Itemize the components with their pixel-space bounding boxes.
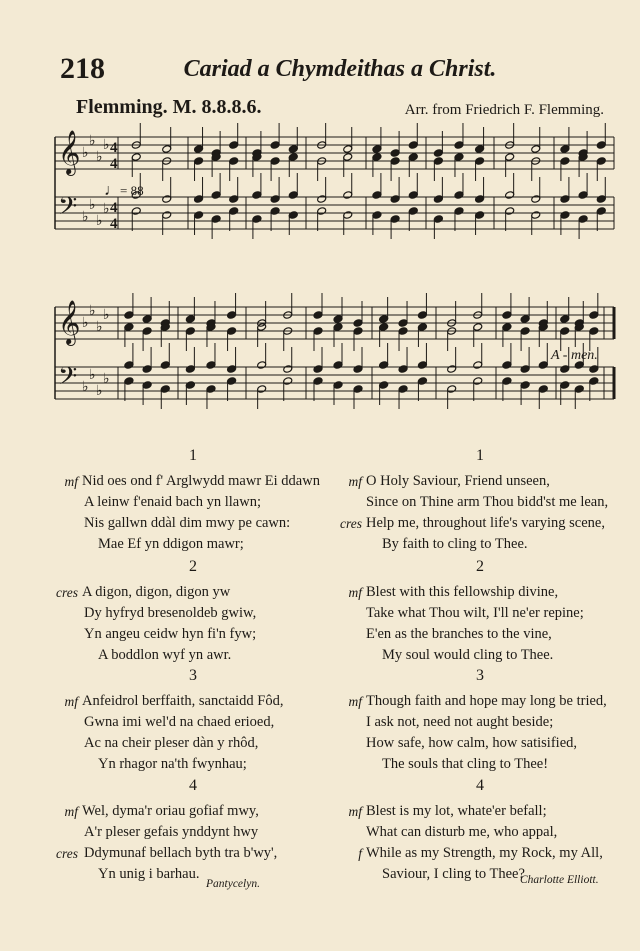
notehead [454, 191, 464, 200]
notehead [124, 311, 134, 320]
notehead [390, 215, 400, 224]
lyric-line: How safe, how calm, how satisified, [366, 735, 578, 751]
notehead [390, 157, 400, 166]
notehead [560, 365, 570, 374]
lyric-line: Though faith and hope may long be tried, [366, 693, 607, 709]
quarter-note-icon: ♩ [104, 182, 120, 199]
notehead [372, 191, 382, 200]
amen-text: A - men. [551, 348, 598, 363]
notehead [475, 145, 485, 154]
notehead [372, 211, 382, 220]
notehead [596, 195, 606, 204]
notehead [227, 365, 237, 374]
dynamic-marking: f [358, 846, 362, 861]
notehead [185, 315, 195, 324]
notehead [379, 381, 389, 390]
notehead [142, 315, 152, 324]
notehead [288, 191, 298, 200]
notehead [343, 211, 353, 220]
notehead [454, 207, 464, 216]
flat-icon: ♭ [103, 202, 110, 217]
notehead [589, 365, 599, 374]
notehead [185, 365, 195, 374]
notehead [283, 377, 293, 386]
lyric-line: Blest is my lot, whate'er befall; [366, 803, 547, 819]
time-signature: 4 [110, 216, 118, 232]
notehead [578, 191, 588, 200]
lyric-line: Mae Ef yn ddigon mawr; [98, 536, 244, 552]
notehead [379, 323, 389, 332]
lyric-line: O Holy Saviour, Friend unseen, [366, 473, 550, 489]
notehead [333, 323, 343, 332]
notehead [162, 211, 172, 220]
notehead [505, 207, 515, 216]
notehead [538, 361, 548, 370]
dynamic-marking: cres [340, 516, 362, 531]
notehead [257, 361, 267, 370]
notehead [313, 377, 323, 386]
notehead [531, 195, 541, 204]
dynamic-marking: mf [64, 474, 78, 489]
notehead [353, 365, 363, 374]
notehead [560, 157, 570, 166]
flat-icon: ♭ [89, 198, 96, 213]
notehead [531, 211, 541, 220]
notehead [596, 141, 606, 150]
flat-icon: ♭ [96, 320, 103, 335]
notehead [560, 327, 570, 336]
notehead [390, 195, 400, 204]
flat-icon: ♭ [96, 214, 103, 229]
lyric-line: Since on Thine arm Thou bidd'st me lean, [366, 494, 609, 510]
lyric-line: A boddlon wyf yn awr. [98, 647, 232, 663]
notehead [313, 311, 323, 320]
notehead [520, 365, 530, 374]
notehead [227, 377, 237, 386]
notehead [372, 153, 382, 162]
notehead [317, 195, 327, 204]
notehead [317, 207, 327, 216]
verse-number: 4 [189, 777, 197, 794]
notehead [270, 195, 280, 204]
notehead [520, 381, 530, 390]
tune-name: Flemming. M. 8.8.8.6. [76, 96, 262, 118]
notehead [475, 195, 485, 204]
notehead [538, 385, 548, 394]
notehead [417, 323, 427, 332]
notehead [596, 207, 606, 216]
notehead [211, 215, 221, 224]
lyric-line: Ac na cheir pleser dàn y rhôd, [84, 735, 259, 751]
notehead [162, 145, 172, 154]
music-score [0, 0, 640, 440]
time-signature: 4 [110, 140, 118, 156]
notehead [185, 381, 195, 390]
notehead [502, 361, 512, 370]
notehead [473, 361, 483, 370]
notehead [372, 145, 382, 154]
notehead [229, 207, 239, 216]
lyric-line: By faith to cling to Thee. [382, 536, 528, 552]
flat-icon: ♭ [89, 134, 96, 149]
notehead [270, 141, 280, 150]
verse-number: 3 [476, 667, 484, 684]
notehead [160, 385, 170, 394]
notehead [185, 327, 195, 336]
flat-icon: ♭ [82, 380, 89, 395]
dynamic-marking: mf [348, 474, 362, 489]
author-credit: Charlotte Elliott. [520, 874, 599, 886]
notehead [398, 319, 408, 328]
notehead [229, 157, 239, 166]
notehead [505, 153, 515, 162]
lyric-line: What can disturb me, who appal, [366, 824, 558, 840]
notehead [343, 145, 353, 154]
notehead [578, 215, 588, 224]
notehead [398, 327, 408, 336]
author-credit: Pantycelyn. [206, 878, 260, 890]
flat-icon: ♭ [82, 210, 89, 225]
notehead [560, 195, 570, 204]
notehead [408, 191, 418, 200]
verse-number: 1 [189, 447, 197, 464]
notehead [379, 361, 389, 370]
notehead [124, 323, 134, 332]
notehead [194, 211, 204, 220]
notehead [194, 195, 204, 204]
lyric-line: Saviour, I cling to Thee? [382, 866, 525, 882]
notehead [283, 365, 293, 374]
notehead [227, 327, 237, 336]
lyric-line: Blest with this fellowship divine, [366, 584, 559, 600]
notehead [475, 157, 485, 166]
flat-icon: ♭ [96, 384, 103, 399]
verse-number: 3 [189, 667, 197, 684]
notehead [142, 381, 152, 390]
notehead [162, 195, 172, 204]
notehead [433, 157, 443, 166]
lyric-line: My soul would cling to Thee. [382, 647, 554, 663]
notehead [288, 145, 298, 154]
notehead [333, 361, 343, 370]
lyric-line: Help me, throughout life's varying scene, [366, 515, 605, 531]
notehead [353, 327, 363, 336]
notehead [353, 319, 363, 328]
notehead [520, 315, 530, 324]
lyric-line: Dy hyfryd bresenoldeb gwiw, [84, 605, 257, 621]
notehead [589, 311, 599, 320]
notehead [433, 195, 443, 204]
notehead [257, 385, 267, 394]
notehead [520, 327, 530, 336]
notehead [560, 211, 570, 220]
notehead [454, 141, 464, 150]
notehead [343, 191, 353, 200]
notehead [142, 365, 152, 374]
treble-clef-icon: 𝄞 [58, 300, 81, 344]
notehead [417, 377, 427, 386]
lyric-line: While as my Strength, my Rock, my All, [366, 845, 603, 861]
lyric-line: Wel, dyma'r oriau gofiaf mwy, [82, 803, 259, 819]
lyric-line: E'en as the branches to the vine, [366, 626, 552, 642]
flat-icon: ♭ [103, 138, 110, 153]
verse-number: 4 [476, 777, 484, 794]
lyric-line: Yn angeu ceidw hyn fi'n fyw; [84, 626, 257, 642]
lyric-line: A digon, digon, digon yw [82, 584, 231, 600]
dynamic-marking: mf [64, 804, 78, 819]
notehead [160, 361, 170, 370]
notehead [502, 377, 512, 386]
flat-icon: ♭ [96, 150, 103, 165]
lyric-line: Gwna imi wel'd na chaed erioed, [84, 714, 275, 730]
flat-icon: ♭ [82, 146, 89, 161]
notehead [390, 149, 400, 158]
notehead [475, 211, 485, 220]
notehead [574, 385, 584, 394]
arranger-credit: Arr. from Friedrich F. Flemming. [404, 102, 604, 118]
notehead [288, 153, 298, 162]
notehead [194, 145, 204, 154]
notehead [589, 377, 599, 386]
notehead [333, 381, 343, 390]
page-number: 218 [60, 52, 105, 85]
flat-icon: ♭ [82, 316, 89, 331]
notehead [313, 365, 323, 374]
notehead [433, 149, 443, 158]
lyric-line: Ddymunaf bellach byth tra b'wy', [84, 845, 278, 861]
dynamic-marking: mf [348, 804, 362, 819]
notehead [408, 153, 418, 162]
notehead [194, 157, 204, 166]
dynamic-marking: mf [348, 585, 362, 600]
notehead [131, 207, 141, 216]
lyric-line: The souls that cling to Thee! [382, 756, 549, 772]
flat-icon: ♭ [89, 368, 96, 383]
time-signature: 4 [110, 156, 118, 172]
notehead [142, 327, 152, 336]
notehead [454, 153, 464, 162]
lyric-line: Yn unig i barhau. [98, 866, 200, 882]
notehead [252, 215, 262, 224]
notehead [505, 191, 515, 200]
notehead [313, 327, 323, 336]
verse-number: 2 [476, 558, 484, 575]
notehead [379, 315, 389, 324]
notehead [417, 311, 427, 320]
bass-clef-icon: 𝄢 [58, 192, 78, 227]
notehead [408, 141, 418, 150]
page-title: Cariad a Chymdeithas a Christ. [183, 56, 497, 82]
notehead [531, 145, 541, 154]
notehead [596, 157, 606, 166]
flat-icon: ♭ [103, 308, 110, 323]
notehead [473, 377, 483, 386]
verse-number: 2 [189, 558, 197, 575]
notehead [229, 141, 239, 150]
notehead [447, 385, 457, 394]
lyric-line: Take what Thou wilt, I'll ne'er repine; [366, 605, 584, 621]
notehead [473, 323, 483, 332]
notehead [229, 195, 239, 204]
lyric-line: Nis gallwn ddàl dim mwy pe cawn: [84, 515, 291, 531]
notehead [398, 385, 408, 394]
notehead [270, 207, 280, 216]
notehead [589, 327, 599, 336]
tempo-marking: ♩= 88 [104, 182, 144, 199]
lyric-line: Anfeidrol berffaith, sanctaidd Fôd, [82, 693, 284, 709]
bass-clef-icon: 𝄢 [58, 362, 78, 397]
notehead [560, 145, 570, 154]
notehead [560, 381, 570, 390]
notehead [227, 311, 237, 320]
dynamic-marking: cres [56, 846, 78, 861]
flat-icon: ♭ [103, 372, 110, 387]
notehead [433, 215, 443, 224]
notehead [131, 153, 141, 162]
flat-icon: ♭ [89, 304, 96, 319]
notehead [252, 191, 262, 200]
verse-number: 1 [476, 447, 484, 464]
notehead [353, 385, 363, 394]
notehead [560, 315, 570, 324]
notehead [270, 157, 280, 166]
lyric-line: A leinw f'enaid bach yn llawn; [84, 494, 261, 510]
dynamic-marking: mf [348, 694, 362, 709]
notehead [206, 385, 216, 394]
notehead [502, 323, 512, 332]
lyric-line: I ask not, need not aught beside; [366, 714, 554, 730]
notehead [333, 315, 343, 324]
notehead [417, 361, 427, 370]
notehead [124, 377, 134, 386]
lyric-line: Nid oes ond f' Arglwydd mawr Ei ddawn [82, 473, 320, 489]
time-signature: 4 [110, 200, 118, 216]
notehead [211, 191, 221, 200]
notehead [124, 361, 134, 370]
notehead [447, 365, 457, 374]
notehead [398, 365, 408, 374]
dynamic-marking: cres [56, 585, 78, 600]
lyric-line: A'r pleser gefais ynddynt hwy [84, 824, 259, 840]
lyric-line: Yn rhagor na'th fwynhau; [98, 756, 247, 772]
notehead [206, 361, 216, 370]
notehead [408, 207, 418, 216]
treble-clef-icon: 𝄞 [58, 130, 81, 174]
notehead [343, 153, 353, 162]
dynamic-marking: mf [64, 694, 78, 709]
notehead [502, 311, 512, 320]
notehead [288, 211, 298, 220]
